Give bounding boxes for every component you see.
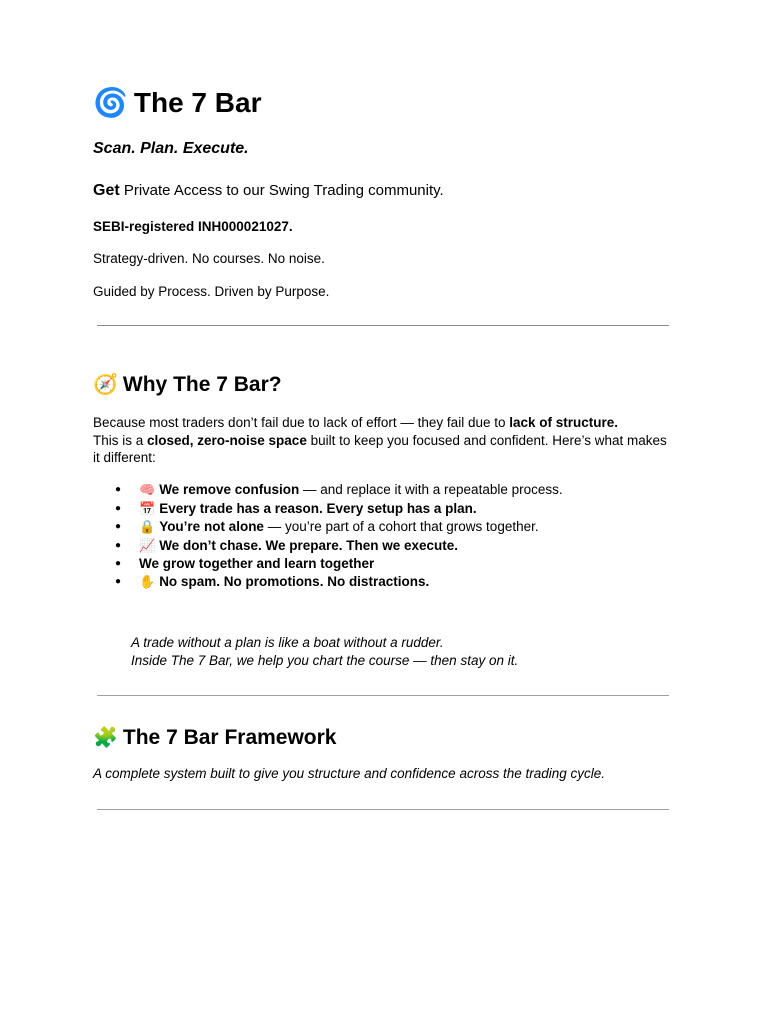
calendar-icon: 📅 [139, 501, 156, 517]
list-item [115, 518, 563, 537]
divider [97, 325, 669, 326]
why-para-1a: Because most traders don’t fail due to lack of effort — they fail due to [93, 415, 510, 430]
list-item [115, 555, 563, 573]
list-item-bold: We grow together and learn together [139, 556, 375, 572]
why-para-1b: lack of structure. [509, 415, 619, 430]
list-item [115, 481, 563, 500]
lock-icon: 🔒 [139, 520, 156, 536]
quote-line-1: A trade without a plan is like a boat without a rudder. [131, 635, 444, 650]
list-item-rest: — you’re part of a cohort that grows together. [263, 519, 539, 535]
list-item-bold: We don’t chase. We prepare. Then we execute. [159, 537, 459, 553]
access-lead: Get [93, 182, 120, 199]
puzzle-icon: 🧩 [93, 725, 118, 749]
raised-hand-icon: ✋ [139, 574, 156, 590]
access-rest: Private Access to our Swing Trading community. [119, 182, 444, 199]
strategy-line: Strategy-driven. No courses. No noise. [93, 251, 325, 266]
list-item [115, 500, 563, 519]
why-list [115, 481, 563, 592]
framework-heading [93, 723, 337, 752]
registration-line: SEBI-registered INH000021027. [93, 219, 293, 234]
framework-description: A complete system built to give you structure and confidence across the trading cycle. [93, 766, 606, 781]
divider [97, 695, 669, 696]
quote-line-2: Inside The 7 Bar, we help you chart the course — then stay on it. [131, 652, 519, 668]
why-heading-text: Why The 7 Bar? [122, 373, 282, 396]
list-item [115, 573, 563, 592]
list-item-bold: You’re not alone [159, 519, 264, 535]
tagline: Scan. Plan. Execute. [93, 140, 249, 157]
list-item-rest: — and replace it with a repeatable process. [299, 482, 563, 497]
access-line [93, 182, 444, 200]
why-paragraph [93, 414, 668, 467]
list-item-bold: We remove confusion [159, 482, 300, 497]
page-title-text: The 7 Bar [133, 87, 262, 118]
divider [97, 809, 669, 810]
bullet: ● [115, 502, 122, 514]
bullet: ● [115, 558, 122, 570]
cyclone-icon: 🌀 [93, 86, 128, 119]
why-heading [93, 370, 282, 399]
bullet: ● [115, 521, 122, 533]
quote-block [131, 634, 518, 669]
compass-icon: 🧭 [93, 372, 118, 396]
list-item [115, 537, 563, 556]
bullet: ● [115, 539, 122, 551]
brain-icon: 🧠 [139, 483, 156, 498]
why-para-2b: closed, zero-noise space [147, 432, 307, 448]
guided-line: Guided by Process. Driven by Purpose. [93, 284, 330, 299]
list-item-bold: Every trade has a reason. Every setup has a plan. [159, 500, 477, 516]
list-item-bold: No spam. No promotions. No distractions. [159, 573, 430, 589]
bullet: ● [115, 484, 122, 495]
framework-heading-text: The 7 Bar Framework [122, 726, 337, 749]
why-para-2a: This is a [93, 432, 148, 448]
why-para-2c: built to keep you focused and confident. Here’s what makes it different: [93, 432, 667, 465]
bullet: ● [115, 575, 122, 587]
page-title [93, 84, 261, 122]
chart-increasing-icon: 📈 [139, 538, 156, 554]
